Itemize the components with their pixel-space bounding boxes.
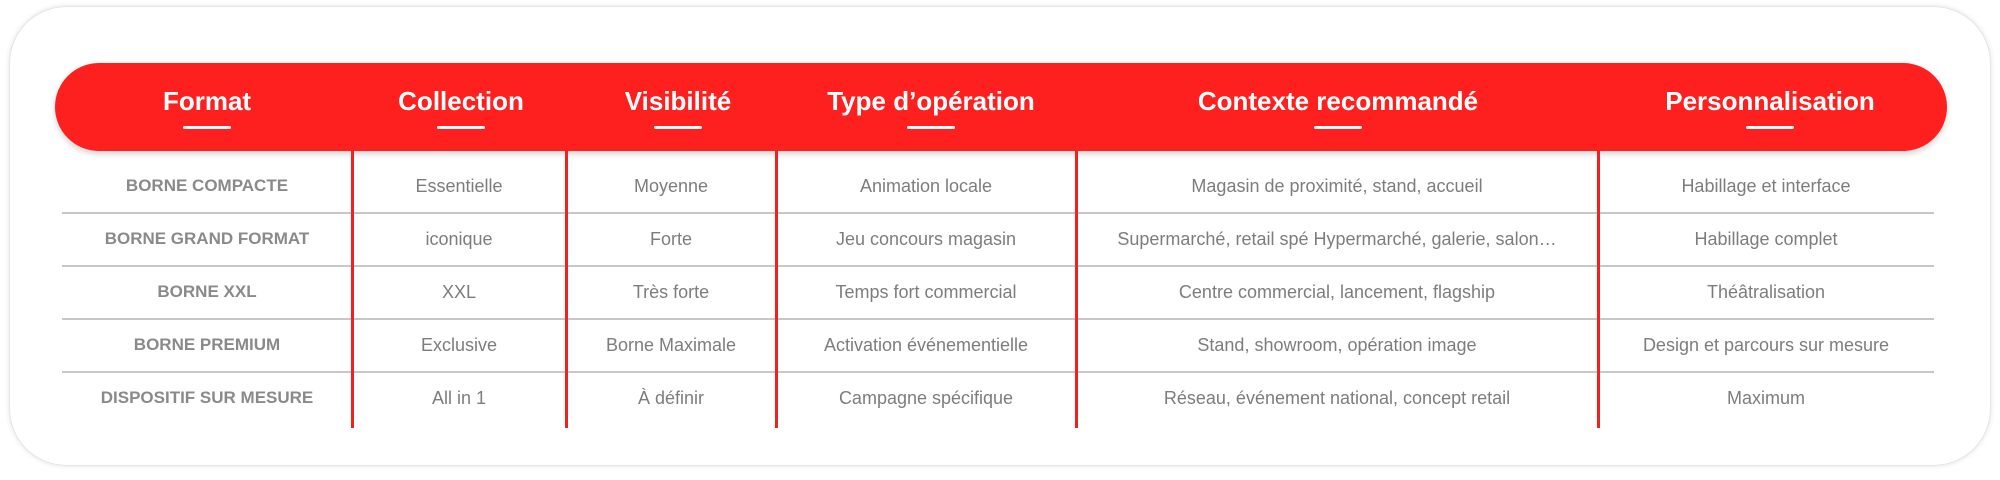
header-underline xyxy=(437,126,485,129)
table-cell-type-operation: Activation événementielle xyxy=(823,334,1029,355)
table-cell-format: DISPOSITIF SUR MESURE xyxy=(100,388,314,407)
column-header-contexte xyxy=(1081,63,1596,151)
table-cell-personnalisation: Maximum xyxy=(1726,387,1805,408)
table-cell-format: BORNE GRAND FORMAT xyxy=(104,229,310,248)
table-cell-collection: All in 1 xyxy=(431,387,487,408)
column-header-label: Collection xyxy=(398,85,524,116)
table-cell-format: BORNE COMPACTE xyxy=(125,176,289,195)
column-header-label: Personnalisation xyxy=(1665,85,1875,116)
table-cell-visibilite: Très forte xyxy=(632,281,710,302)
table-cell-contexte: Magasin de proximité, stand, accueil xyxy=(1191,175,1483,196)
header-underline xyxy=(907,126,955,129)
table-cell-collection: Exclusive xyxy=(420,334,498,355)
column-header-personnalisation xyxy=(1605,63,1935,151)
table-cell-collection: Essentielle xyxy=(415,175,503,196)
table-cell-visibilite: À définir xyxy=(637,387,705,408)
table-cell-type-operation: Campagne spécifique xyxy=(838,387,1014,408)
header-underline xyxy=(183,126,231,129)
table-header xyxy=(55,63,1947,151)
header-underline xyxy=(1314,126,1362,129)
table-cell-type-operation: Jeu concours magasin xyxy=(835,228,1017,249)
table-cell-personnalisation: Habillage complet xyxy=(1694,228,1838,249)
table-cell-visibilite: Moyenne xyxy=(633,175,709,196)
column-header-format xyxy=(62,63,352,151)
table-cell-format: BORNE XXL xyxy=(157,282,257,301)
column-header-label: Visibilité xyxy=(624,85,732,116)
table-cell-personnalisation: Théâtralisation xyxy=(1706,281,1826,302)
table-cell-contexte: Centre commercial, lancement, flagship xyxy=(1178,281,1496,302)
column-header-type-operation xyxy=(781,63,1081,151)
column-header-label: Type d’opération xyxy=(827,85,1035,116)
table-cell-collection: XXL xyxy=(441,281,477,302)
column-header-collection xyxy=(354,63,569,151)
table-cell-personnalisation: Habillage et interface xyxy=(1681,175,1851,196)
table-cell-visibilite: Forte xyxy=(649,228,692,249)
table-cell-contexte: Réseau, événement national, concept retail xyxy=(1163,387,1511,408)
table-cell-personnalisation: Design et parcours sur mesure xyxy=(1642,334,1890,355)
table-cell-type-operation: Temps fort commercial xyxy=(835,281,1017,302)
header-underline xyxy=(1746,126,1794,129)
column-header-label: Contexte recommandé xyxy=(1197,85,1479,116)
column-header-label: Format xyxy=(162,85,252,116)
table-cell-contexte: Stand, showroom, opération image xyxy=(1197,334,1477,355)
column-header-visibilite xyxy=(576,63,781,151)
table-cell-visibilite: Borne Maximale xyxy=(605,334,737,355)
table-cell-type-operation: Animation locale xyxy=(859,175,993,196)
table-cell-format: BORNE PREMIUM xyxy=(133,335,281,354)
table-cell-contexte: Supermarché, retail spé Hypermarché, galerie, salon… xyxy=(1117,228,1557,249)
table-cell-collection: iconique xyxy=(425,228,493,249)
header-underline xyxy=(654,126,702,129)
